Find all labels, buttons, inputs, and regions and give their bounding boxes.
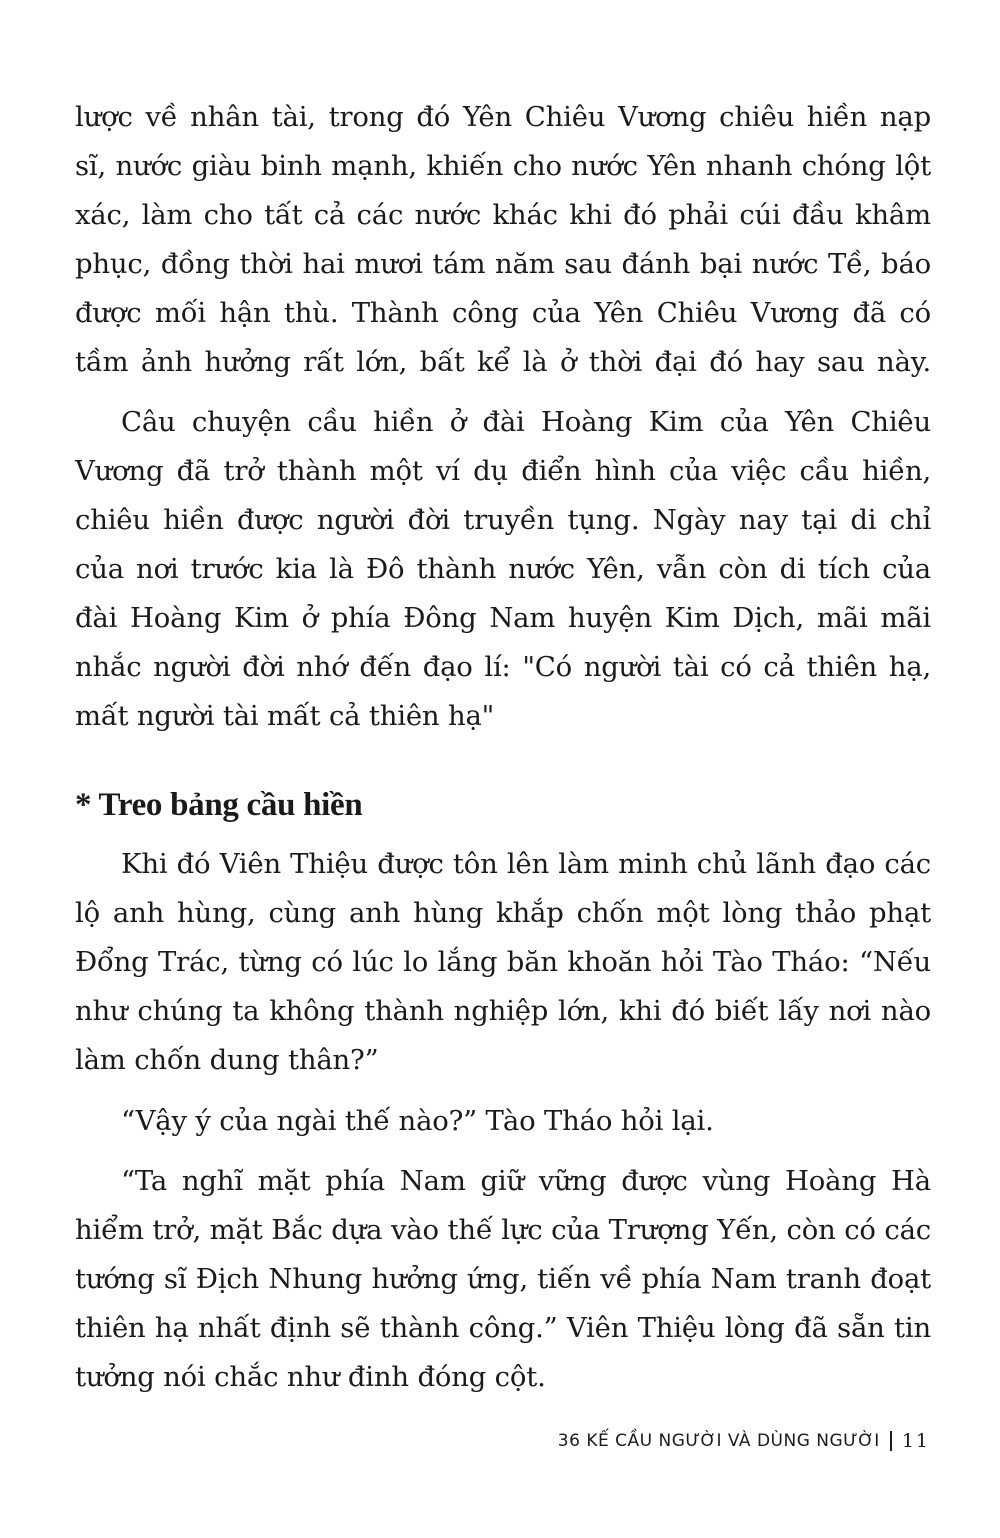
body-line: “Vậy ý của ngài thế nào?” Tào Tháo hỏi lại.: [121, 1105, 714, 1137]
body-line: đài Hoàng Kim ở phía Đông Nam huyện Kim Dịch, mãi mãi: [75, 602, 931, 634]
body-line: xác, làm cho tất cả các nước khác khi đó phải cúi đầu khâm: [75, 199, 931, 231]
footer-divider: [890, 1431, 892, 1451]
body-line: chiêu hiền được người đời truyền tụng. Ngày nay tại di chỉ: [75, 504, 931, 536]
body-line: Khi đó Viên Thiệu được tôn lên làm minh chủ lãnh đạo các: [121, 848, 931, 880]
page-footer: [558, 1429, 930, 1453]
body-line: tưởng nói chắc như đinh đóng cột.: [75, 1361, 546, 1393]
body-line: mất người tài mất cả thiên hạ": [75, 700, 495, 732]
body-line: lược về nhân tài, trong đó Yên Chiêu Vương chiêu hiền nạp: [75, 101, 931, 133]
section-heading: * Treo bảng cầu hiền: [75, 787, 363, 823]
book-title: 36 KẾ CẦU NGƯỜI VÀ DÙNG NGƯỜI: [557, 1431, 880, 1451]
body-line: tầm ảnh hưởng rất lớn, bất kể là ở thời đại đó hay sau này.: [75, 346, 931, 378]
body-line: Câu chuyện cầu hiền ở đài Hoàng Kim của Yên Chiêu: [121, 406, 931, 438]
body-line: phục, đồng thời hai mươi tám năm sau đánh bại nước Tề, báo: [75, 248, 931, 280]
body-line: lộ anh hùng, cùng anh hùng khắp chốn một lòng thảo phạt: [75, 897, 931, 929]
page-number: 11: [901, 1430, 930, 1452]
body-line: làm chốn dung thân?”: [75, 1044, 379, 1076]
body-line: “Ta nghĩ mặt phía Nam giữ vững được vùng Hoàng Hà: [121, 1165, 931, 1197]
body-line: Vương đã trở thành một ví dụ điển hình của việc cầu hiền,: [75, 455, 931, 487]
body-line: nhắc người đời nhớ đến đạo lí: "Có người tài có cả thiên hạ,: [75, 651, 931, 683]
body-line: của nơi trước kia là Đô thành nước Yên, vẫn còn di tích của: [75, 553, 931, 585]
body-line: tướng sĩ Địch Nhung hưởng ứng, tiến về phía Nam tranh đoạt: [75, 1263, 931, 1295]
body-line: như chúng ta không thành nghiệp lớn, khi đó biết lấy nơi nào: [75, 995, 931, 1027]
body-line: sĩ, nước giàu binh mạnh, khiến cho nước Yên nhanh chóng lột: [75, 150, 931, 182]
body-line: hiểm trở, mặt Bắc dựa vào thế lực của Trượng Yến, còn có các: [75, 1214, 931, 1246]
body-line: được mối hận thù. Thành công của Yên Chiêu Vương đã có: [75, 297, 931, 329]
body-line: Đổng Trác, từng có lúc lo lắng băn khoăn hỏi Tào Tháo: “Nếu: [75, 946, 931, 978]
body-line: thiên hạ nhất định sẽ thành công.” Viên Thiệu lòng đã sẵn tin: [75, 1312, 931, 1344]
